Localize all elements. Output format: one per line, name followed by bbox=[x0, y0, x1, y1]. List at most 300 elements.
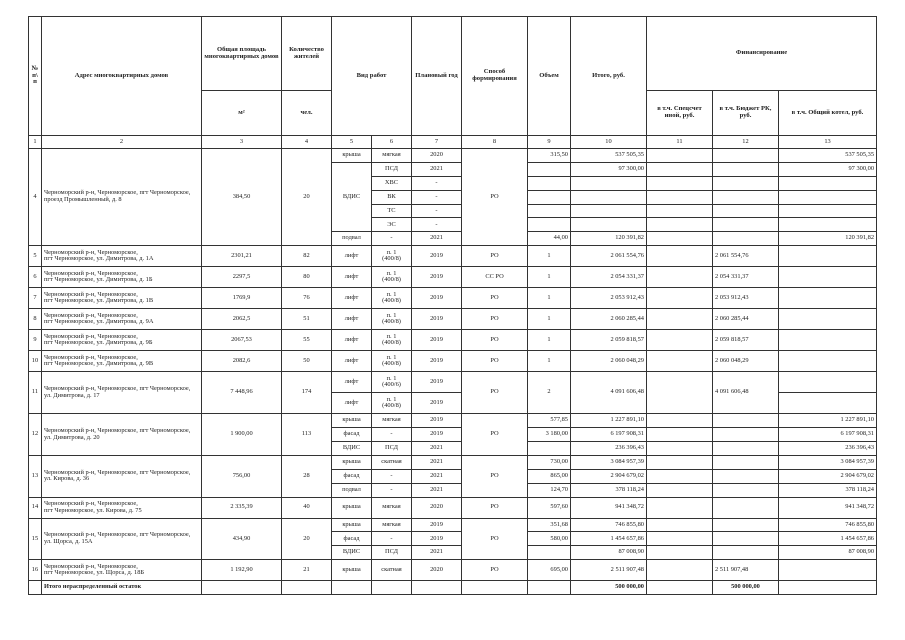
row-work: ВДИС bbox=[332, 442, 372, 456]
row-budget bbox=[713, 532, 779, 546]
row-budget bbox=[713, 518, 779, 532]
row-sub bbox=[372, 372, 412, 393]
sub-line: (400/8) bbox=[382, 297, 401, 305]
address-line: Черноморский р-н, Черноморское, bbox=[44, 353, 138, 361]
row-total: 746 855,80 bbox=[571, 518, 647, 532]
row-total: 2 059 818,57 bbox=[571, 330, 647, 351]
row-volume: 597,60 bbox=[528, 497, 571, 518]
row-special bbox=[647, 246, 713, 267]
col-num: 13 bbox=[779, 136, 877, 149]
row-method: РО bbox=[462, 372, 528, 414]
row-volume bbox=[528, 218, 571, 232]
row-work: крыша bbox=[332, 560, 372, 581]
row-address: Черноморский р-н, Черноморское, пгт Черноморское, ул. Димитрова, д. 17 bbox=[42, 372, 202, 414]
footer-cell bbox=[202, 581, 282, 595]
col-num: 5 bbox=[332, 136, 372, 149]
row-work: лифт bbox=[332, 393, 372, 414]
row-budget bbox=[713, 442, 779, 456]
address-line: Черноморский р-н, Черноморское, bbox=[44, 290, 138, 298]
row-method: РО bbox=[462, 330, 528, 351]
col-num: 9 bbox=[528, 136, 571, 149]
header-address: Адрес многоквартирных домов bbox=[42, 17, 202, 136]
row-area: 2062,5 bbox=[202, 309, 282, 330]
row-common bbox=[779, 267, 877, 288]
sub-line: (400/8) bbox=[382, 318, 401, 326]
row-sub: - bbox=[372, 469, 412, 483]
row-common: 378 118,24 bbox=[779, 483, 877, 497]
row-year: 2020 bbox=[412, 497, 462, 518]
row-method: СС РО bbox=[462, 267, 528, 288]
row-residents: 20 bbox=[282, 149, 332, 246]
row-work: фасад bbox=[332, 428, 372, 442]
sub-line: (400/8) bbox=[382, 339, 401, 347]
sub-line: (400/8) bbox=[382, 360, 401, 368]
row-address bbox=[42, 497, 202, 518]
row-budget bbox=[713, 149, 779, 163]
header-volume: Объем bbox=[528, 17, 571, 136]
row-special bbox=[647, 560, 713, 581]
row-special bbox=[647, 162, 713, 176]
row-num: 15 bbox=[29, 518, 42, 560]
row-sub bbox=[372, 351, 412, 372]
row-address bbox=[42, 330, 202, 351]
row-year: 2019 bbox=[412, 267, 462, 288]
row-method: РО bbox=[462, 288, 528, 309]
table-row bbox=[29, 267, 877, 288]
row-sub: ВК bbox=[372, 190, 412, 204]
row-sub: ХВС bbox=[372, 176, 412, 190]
row-common bbox=[779, 190, 877, 204]
col-num: 10 bbox=[571, 136, 647, 149]
col-num: 12 bbox=[713, 136, 779, 149]
table-row bbox=[29, 330, 877, 351]
row-special bbox=[647, 190, 713, 204]
footer-cell bbox=[462, 581, 528, 595]
row-budget: 4 091 606,48 bbox=[713, 372, 779, 414]
table-row bbox=[29, 288, 877, 309]
row-total bbox=[571, 190, 647, 204]
row-special bbox=[647, 351, 713, 372]
row-volume bbox=[528, 190, 571, 204]
footer-cell bbox=[332, 581, 372, 595]
row-year: 2019 bbox=[412, 309, 462, 330]
row-common: 2 904 679,02 bbox=[779, 469, 877, 483]
row-address bbox=[42, 288, 202, 309]
row-work: лифт bbox=[332, 267, 372, 288]
row-work-vdis: ВДИС bbox=[332, 162, 372, 231]
row-work: лифт bbox=[332, 330, 372, 351]
row-work: фасад bbox=[332, 532, 372, 546]
sub-line: (400/8) bbox=[382, 255, 401, 263]
row-common bbox=[779, 351, 877, 372]
header-area: Общая площадь многоквартирных домов bbox=[202, 17, 282, 91]
header-total: Итого, руб. bbox=[571, 17, 647, 136]
row-budget bbox=[713, 428, 779, 442]
row-area: 756,00 bbox=[202, 455, 282, 497]
row-year: 2019 bbox=[412, 428, 462, 442]
row-total: 2 904 679,02 bbox=[571, 469, 647, 483]
address-line: пгт Черноморское, ул. Димитрова, д. 9В bbox=[44, 360, 154, 368]
row-num: 9 bbox=[29, 330, 42, 351]
row-method: РО bbox=[462, 351, 528, 372]
header-fin-budget: в т.ч. Бюджет РК, руб. bbox=[713, 91, 779, 136]
row-area: 2067,53 bbox=[202, 330, 282, 351]
row-common bbox=[779, 218, 877, 232]
row-common bbox=[779, 246, 877, 267]
row-special bbox=[647, 288, 713, 309]
row-residents: 28 bbox=[282, 455, 332, 497]
row-sub bbox=[372, 288, 412, 309]
row-total: 2 054 331,37 bbox=[571, 267, 647, 288]
row-budget bbox=[713, 455, 779, 469]
row-total bbox=[571, 176, 647, 190]
row-year: 2021 bbox=[412, 546, 462, 560]
row-budget: 2 054 331,37 bbox=[713, 267, 779, 288]
address-line: пгт Черноморское, ул. Димитрова, д. 1А bbox=[44, 255, 154, 263]
row-year: 2019 bbox=[412, 372, 462, 393]
header-fin-common: в т.ч. Общий котел, руб. bbox=[779, 91, 877, 136]
row-special bbox=[647, 372, 713, 414]
row-total: 1 227 891,10 bbox=[571, 414, 647, 428]
row-method: РО bbox=[462, 497, 528, 518]
row-volume: 351,68 bbox=[528, 518, 571, 532]
row-residents: 76 bbox=[282, 288, 332, 309]
row-residents: 51 bbox=[282, 309, 332, 330]
row-year: 2021 bbox=[412, 455, 462, 469]
row-budget bbox=[713, 218, 779, 232]
table-footer-row bbox=[29, 581, 877, 595]
row-address bbox=[42, 351, 202, 372]
row-total bbox=[571, 218, 647, 232]
row-num: 8 bbox=[29, 309, 42, 330]
row-total bbox=[571, 204, 647, 218]
table-row bbox=[29, 497, 877, 518]
address-line: пгт Черноморское, ул. Димитрова, д. 9Б bbox=[44, 339, 153, 347]
row-volume: 44,00 bbox=[528, 232, 571, 246]
header-area-unit: м² bbox=[202, 91, 282, 136]
row-special bbox=[647, 204, 713, 218]
row-special bbox=[647, 428, 713, 442]
row-common bbox=[779, 288, 877, 309]
row-special bbox=[647, 518, 713, 532]
footer-cell bbox=[372, 581, 412, 595]
row-budget: 2 059 818,57 bbox=[713, 330, 779, 351]
row-residents: 50 bbox=[282, 351, 332, 372]
row-total: 4 091 606,48 bbox=[571, 372, 647, 414]
address-line: пгт Черноморское, ул. Димитрова, д. 1Б bbox=[44, 276, 153, 284]
footer-budget: 500 000,00 bbox=[713, 581, 779, 595]
row-common bbox=[779, 309, 877, 330]
row-year: 2019 bbox=[412, 532, 462, 546]
row-volume: 3 180,00 bbox=[528, 428, 571, 442]
sub-line: п. 1 bbox=[386, 332, 397, 340]
footer-num bbox=[29, 581, 42, 595]
row-special bbox=[647, 176, 713, 190]
row-area: 2082,6 bbox=[202, 351, 282, 372]
address-line: Черноморский р-н, Черноморское, bbox=[44, 562, 138, 570]
row-common: 236 396,43 bbox=[779, 442, 877, 456]
row-budget: 2 061 554,76 bbox=[713, 246, 779, 267]
header-num: № п\ п bbox=[29, 17, 42, 136]
row-budget bbox=[713, 232, 779, 246]
row-year: 2021 bbox=[412, 442, 462, 456]
row-method: РО bbox=[462, 455, 528, 497]
col-num: 3 bbox=[202, 136, 282, 149]
table-row bbox=[29, 309, 877, 330]
row-year: 2019 bbox=[412, 393, 462, 414]
row-method: РО bbox=[462, 414, 528, 456]
col-num: 7 bbox=[412, 136, 462, 149]
row-work: ВДИС bbox=[332, 546, 372, 560]
row-method: РО bbox=[462, 246, 528, 267]
row-budget bbox=[713, 483, 779, 497]
col-num: 4 bbox=[282, 136, 332, 149]
row-work: крыша bbox=[332, 149, 372, 163]
row-area: 1 900,00 bbox=[202, 414, 282, 456]
row-year: 2021 bbox=[412, 483, 462, 497]
row-num: 12 bbox=[29, 414, 42, 456]
row-total: 2 053 912,43 bbox=[571, 288, 647, 309]
row-year: 2019 bbox=[412, 330, 462, 351]
row-area: 1769,9 bbox=[202, 288, 282, 309]
row-total: 378 118,24 bbox=[571, 483, 647, 497]
sub-line: п. 1 bbox=[386, 395, 397, 403]
row-volume: 1 bbox=[528, 309, 571, 330]
table-row bbox=[29, 560, 877, 581]
row-num: 7 bbox=[29, 288, 42, 309]
row-sub bbox=[372, 267, 412, 288]
row-sub: мягкая bbox=[372, 149, 412, 163]
row-volume bbox=[528, 176, 571, 190]
row-num: 10 bbox=[29, 351, 42, 372]
row-volume: 124,70 bbox=[528, 483, 571, 497]
row-budget bbox=[713, 190, 779, 204]
row-sub: - bbox=[372, 232, 412, 246]
table-row bbox=[29, 246, 877, 267]
sub-line: п. 1 bbox=[386, 290, 397, 298]
row-total: 537 505,35 bbox=[571, 149, 647, 163]
row-address bbox=[42, 267, 202, 288]
row-residents: 174 bbox=[282, 372, 332, 414]
footer-label: Итого нераспределенный остаток bbox=[42, 581, 202, 595]
row-common bbox=[779, 330, 877, 351]
row-special bbox=[647, 218, 713, 232]
row-year: 2020 bbox=[412, 149, 462, 163]
row-volume bbox=[528, 204, 571, 218]
address-line: Черноморский р-н, Черноморское, bbox=[44, 311, 138, 319]
row-special bbox=[647, 497, 713, 518]
row-num: 6 bbox=[29, 267, 42, 288]
row-special bbox=[647, 469, 713, 483]
row-budget bbox=[713, 546, 779, 560]
row-volume: 1 bbox=[528, 288, 571, 309]
col-num: 8 bbox=[462, 136, 528, 149]
row-year: 2021 bbox=[412, 469, 462, 483]
row-address: Черноморский р-н, Черноморское, пгт Черноморское, ул. Щорса, д. 15А bbox=[42, 518, 202, 560]
row-common: 120 391,82 bbox=[779, 232, 877, 246]
address-line: пгт Черноморское, ул. Димитрова, д. 1В bbox=[44, 297, 154, 305]
row-work: подвал bbox=[332, 483, 372, 497]
row-sub: ПСД bbox=[372, 546, 412, 560]
row-num: 5 bbox=[29, 246, 42, 267]
row-common: 1 227 891,10 bbox=[779, 414, 877, 428]
sub-line: п. 1 bbox=[386, 248, 397, 256]
row-common: 87 008,90 bbox=[779, 546, 877, 560]
row-volume bbox=[528, 162, 571, 176]
row-work: крыша bbox=[332, 497, 372, 518]
row-budget bbox=[713, 497, 779, 518]
row-special bbox=[647, 309, 713, 330]
row-common: 6 197 908,31 bbox=[779, 428, 877, 442]
col-num: 1 bbox=[29, 136, 42, 149]
row-special bbox=[647, 149, 713, 163]
row-year: - bbox=[412, 218, 462, 232]
row-year: 2021 bbox=[412, 232, 462, 246]
row-area: 2301,21 bbox=[202, 246, 282, 267]
row-work: фасад bbox=[332, 469, 372, 483]
row-year: 2020 bbox=[412, 560, 462, 581]
address-line: пгт Черноморское, ул. Димитрова, д. 9А bbox=[44, 318, 154, 326]
row-budget: 2 053 912,43 bbox=[713, 288, 779, 309]
row-sub bbox=[372, 330, 412, 351]
row-area: 2297,5 bbox=[202, 267, 282, 288]
col-num: 11 bbox=[647, 136, 713, 149]
row-sub: - bbox=[372, 428, 412, 442]
row-budget bbox=[713, 176, 779, 190]
table-row bbox=[29, 414, 877, 428]
row-year: - bbox=[412, 176, 462, 190]
row-work: лифт bbox=[332, 309, 372, 330]
row-special bbox=[647, 546, 713, 560]
row-work: крыша bbox=[332, 455, 372, 469]
row-residents: 113 bbox=[282, 414, 332, 456]
address-line: Черноморский р-н, Черноморское, bbox=[44, 248, 138, 256]
row-common: 941 348,72 bbox=[779, 497, 877, 518]
row-work: лифт bbox=[332, 246, 372, 267]
table-row bbox=[29, 455, 877, 469]
row-special bbox=[647, 532, 713, 546]
header-fin-special: в т.ч. Спецсчет иной, руб. bbox=[647, 91, 713, 136]
row-sub: мягкая bbox=[372, 518, 412, 532]
row-common bbox=[779, 176, 877, 190]
footer-cell bbox=[779, 581, 877, 595]
row-sub: ПСД bbox=[372, 442, 412, 456]
row-sub: мягкая bbox=[372, 414, 412, 428]
address-line: Черноморский р-н, Черноморское, bbox=[44, 499, 138, 507]
row-year: 2019 bbox=[412, 414, 462, 428]
row-budget bbox=[713, 162, 779, 176]
address-line: Черноморский р-н, Черноморское, bbox=[44, 269, 138, 277]
row-num: 16 bbox=[29, 560, 42, 581]
row-common: 537 505,35 bbox=[779, 149, 877, 163]
row-total: 2 061 554,76 bbox=[571, 246, 647, 267]
row-sub: ПСД bbox=[372, 162, 412, 176]
header-plan-year: Плановый год bbox=[412, 17, 462, 136]
row-address bbox=[42, 309, 202, 330]
row-volume: 1 bbox=[528, 267, 571, 288]
row-method: РО bbox=[462, 309, 528, 330]
row-total: 2 060 048,29 bbox=[571, 351, 647, 372]
column-numbers-row bbox=[29, 136, 877, 149]
row-area: 434,90 bbox=[202, 518, 282, 560]
row-area: 384,50 bbox=[202, 149, 282, 246]
document-sheet bbox=[28, 16, 876, 595]
row-total: 3 084 957,39 bbox=[571, 455, 647, 469]
row-residents: 82 bbox=[282, 246, 332, 267]
row-sub bbox=[372, 246, 412, 267]
row-num: 11 bbox=[29, 372, 42, 414]
row-total: 2 060 285,44 bbox=[571, 309, 647, 330]
row-work: крыша bbox=[332, 518, 372, 532]
row-volume: 730,00 bbox=[528, 455, 571, 469]
row-total: 1 454 657,86 bbox=[571, 532, 647, 546]
row-year: 2019 bbox=[412, 351, 462, 372]
row-common: 97 300,00 bbox=[779, 162, 877, 176]
row-volume bbox=[528, 442, 571, 456]
row-num: 14 bbox=[29, 497, 42, 518]
row-address: Черноморский р-н, Черноморское, пгт Черноморское, проезд Промышленный, д. 8 bbox=[42, 149, 202, 246]
footer-cell bbox=[282, 581, 332, 595]
footer-total: 500 000,00 bbox=[571, 581, 647, 595]
row-budget bbox=[713, 204, 779, 218]
row-total: 6 197 908,31 bbox=[571, 428, 647, 442]
table-row bbox=[29, 149, 877, 163]
row-num: 4 bbox=[29, 149, 42, 246]
row-work: крыша bbox=[332, 414, 372, 428]
row-special bbox=[647, 455, 713, 469]
row-sub bbox=[372, 309, 412, 330]
row-volume bbox=[528, 546, 571, 560]
header-work-type: Вид работ bbox=[332, 17, 412, 136]
sub-line: п. 1 bbox=[386, 374, 397, 382]
row-budget: 2 060 048,29 bbox=[713, 351, 779, 372]
footer-cell bbox=[412, 581, 462, 595]
header-residents-unit: чел. bbox=[282, 91, 332, 136]
row-common: 3 084 957,39 bbox=[779, 455, 877, 469]
row-volume: 315,50 bbox=[528, 149, 571, 163]
row-method: РО bbox=[462, 518, 528, 560]
row-volume: 1 bbox=[528, 330, 571, 351]
row-residents: 80 bbox=[282, 267, 332, 288]
row-year: - bbox=[412, 190, 462, 204]
row-work: лифт bbox=[332, 288, 372, 309]
row-common bbox=[779, 393, 877, 414]
row-year: 2019 bbox=[412, 246, 462, 267]
sub-line: (400/8) bbox=[382, 276, 401, 284]
row-sub: - bbox=[372, 483, 412, 497]
row-special bbox=[647, 483, 713, 497]
row-sub bbox=[372, 393, 412, 414]
row-address: Черноморский р-н, Черноморское, пгт Черноморское, ул. Димитрова, д. 20 bbox=[42, 414, 202, 456]
address-line: пгт Черноморское, ул. Кирова, д. 75 bbox=[44, 506, 142, 514]
row-residents: 20 bbox=[282, 518, 332, 560]
row-year: - bbox=[412, 204, 462, 218]
row-address bbox=[42, 560, 202, 581]
col-num: 2 bbox=[42, 136, 202, 149]
header-row bbox=[29, 17, 877, 91]
address-line: Черноморский р-н, Черноморское, bbox=[44, 332, 138, 340]
row-sub: - bbox=[372, 532, 412, 546]
sub-line: (400/8) bbox=[382, 402, 401, 410]
table-row bbox=[29, 372, 877, 393]
row-special bbox=[647, 330, 713, 351]
row-common bbox=[779, 372, 877, 393]
row-work: лифт bbox=[332, 351, 372, 372]
row-common: 746 855,80 bbox=[779, 518, 877, 532]
footer-cell bbox=[647, 581, 713, 595]
row-volume: 695,00 bbox=[528, 560, 571, 581]
row-special bbox=[647, 232, 713, 246]
